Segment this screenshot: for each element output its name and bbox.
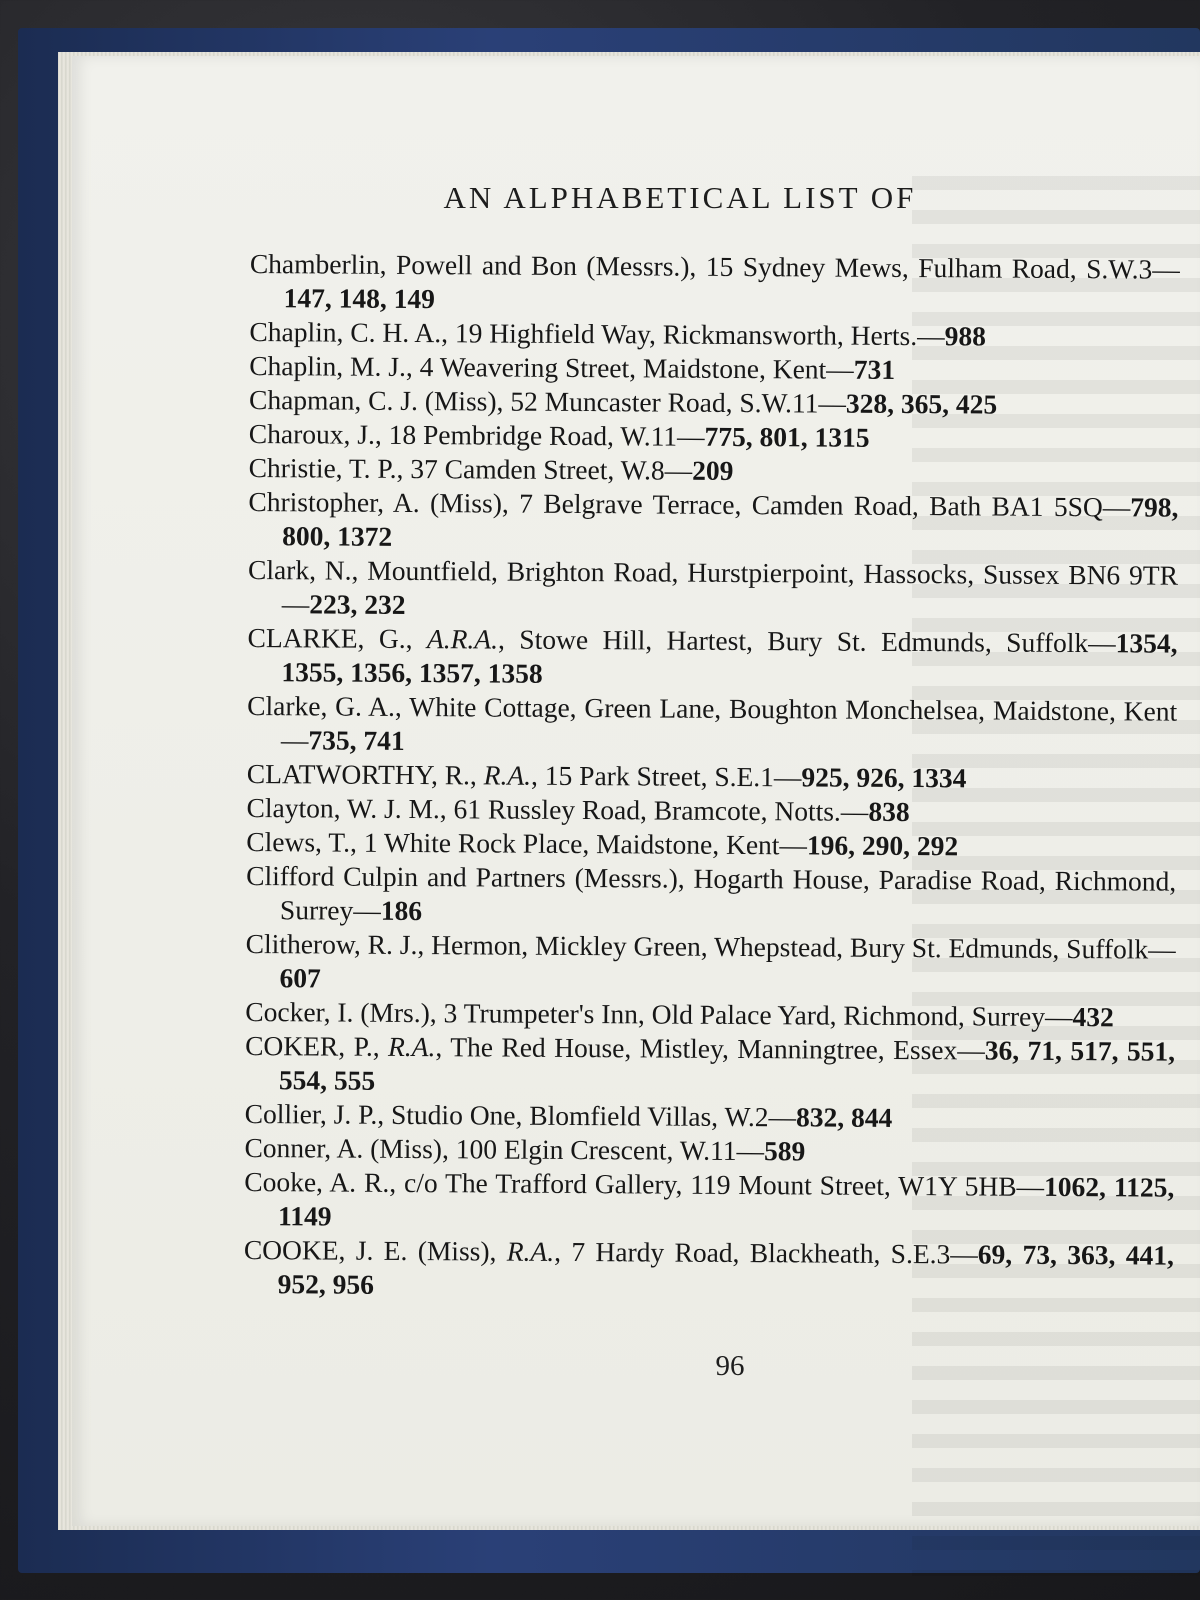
entry-name-address: COKER, P., [245, 1029, 389, 1062]
entry-catalogue-numbers: 731 [853, 353, 896, 385]
entry-name-address: Collier, J. P., Studio One, Blomfield Villas, W.2— [244, 1097, 797, 1133]
list-entry [245, 1097, 1175, 1137]
entry-catalogue-numbers: 147, 148, 149 [283, 282, 436, 315]
entry-name-address: Clark, N., Mountfield, Brighton Road, Hurstpierpoint, Hassocks, Sussex BN6 9TR— [247, 553, 1179, 620]
entry-catalogue-numbers: 328, 365, 425 [845, 387, 998, 420]
entry-address: , Stowe Hill, Hartest, Bury St. Edmunds, Suffolk— [497, 623, 1116, 659]
entry-name-address: Chapman, C. J. (Miss), 52 Muncaster Road, S.W.11— [248, 383, 846, 419]
list-entry [247, 757, 1177, 797]
entry-name-address: Chaplin, C. H. A., 19 Highfield Way, Rickmansworth, Herts.— [249, 315, 945, 352]
entry-catalogue-numbers: 186 [380, 894, 423, 927]
list-entry [250, 247, 1180, 321]
list-entry [245, 927, 1175, 1001]
entry-catalogue-numbers: 36, 71, 517, 551, 554, 555 [278, 1034, 1176, 1096]
entry-catalogue-numbers: 925, 926, 1334 [801, 761, 967, 794]
list-entry [249, 349, 1179, 389]
entry-address: , 7 Hardy Road, Blackheath, S.E.3— [554, 1235, 978, 1270]
entry-catalogue-numbers: 209 [692, 454, 734, 486]
entry-catalogue-numbers: 432 [1072, 1001, 1114, 1033]
entry-name-address: Conner, A. (Miss), 100 Elgin Crescent, W.11— [244, 1131, 765, 1167]
entry-catalogue-numbers: 607 [279, 962, 321, 994]
entry-catalogue-numbers: 988 [944, 320, 986, 352]
entry-name-address: Clifford Culpin and Partners (Messrs.), Hogarth House, Paradise Road, Richmond, Surrey— [246, 859, 1177, 926]
entry-name-address: Cocker, I. (Mrs.), 3 Trumpeter's Inn, Old Palace Yard, Richmond, Surrey— [245, 995, 1073, 1033]
entry-name-address: CLATWORTHY, R., [246, 757, 484, 791]
list-entry [246, 859, 1176, 933]
entry-name-address: Christie, T. P., 37 Camden Street, W.8— [248, 451, 693, 486]
entry-name-address: Chamberlin, Powell and Bon (Messrs.), 15 Sydney Mews, Fulham Road, S.W.3— [249, 247, 1180, 285]
list-entry [247, 621, 1177, 695]
entry-name-address: Clayton, W. J. M., 61 Russley Road, Bramcote, Notts.— [246, 791, 869, 827]
entry-academic-title: R.A. [506, 1235, 555, 1267]
list-entry [244, 1131, 1174, 1171]
exhibitor-list [244, 247, 1180, 1307]
entry-name-address: Clitherow, R. J., Hermon, Mickley Green, Whepstead, Bury St. Edmunds, Suffolk— [245, 927, 1176, 965]
list-entry [249, 451, 1179, 491]
entry-name-address: Charoux, J., 18 Pembridge Road, W.11— [248, 417, 705, 452]
entry-name-address: Christopher, A. (Miss), 7 Belgrave Terrace, Camden Road, Bath BA1 5SQ— [248, 485, 1131, 523]
entry-catalogue-numbers: 223, 232 [309, 588, 406, 620]
entry-address: , The Red House, Mistley, Manningtree, Essex— [435, 1031, 985, 1066]
list-entry [248, 485, 1178, 559]
list-entry [247, 689, 1177, 763]
list-entry [248, 553, 1178, 627]
entry-catalogue-numbers: 1062, 1125, 1149 [277, 1170, 1175, 1232]
list-entry [246, 791, 1176, 831]
list-entry [244, 1165, 1174, 1239]
entry-name-address: Clews, T., 1 White Rock Place, Maidstone, Kent— [246, 825, 808, 861]
list-entry [249, 383, 1179, 423]
entry-name-address: CLARKE, G., [247, 621, 428, 655]
entry-name-address: COOKE, J. E. (Miss), [243, 1233, 507, 1267]
entry-academic-title: R.A. [387, 1030, 436, 1063]
entry-catalogue-numbers: 775, 801, 1315 [704, 420, 870, 453]
entry-catalogue-numbers: 735, 741 [308, 724, 405, 756]
entry-academic-title: A.R.A. [426, 623, 499, 655]
page-heading: AN ALPHABETICAL LIST OF [443, 180, 917, 215]
entry-address: , 15 Park Street, S.E.1— [530, 759, 802, 793]
entry-catalogue-numbers: 69, 73, 363, 441, 952, 956 [277, 1238, 1174, 1300]
entry-catalogue-numbers: 196, 290, 292 [806, 829, 959, 862]
page-number: 96 [715, 1350, 745, 1382]
entry-catalogue-numbers: 832, 844 [795, 1101, 893, 1133]
list-entry [244, 1233, 1174, 1307]
entry-name-address: Clarke, G. A., White Cottage, Green Lane, Boughton Monchelsea, Maidstone, Kent— [247, 689, 1178, 756]
list-entry [249, 315, 1179, 355]
entry-catalogue-numbers: 589 [763, 1135, 806, 1167]
entry-catalogue-numbers: 798, 800, 1372 [282, 491, 1179, 552]
entry-name-address: Chaplin, M. J., 4 Weavering Street, Maidstone, Kent— [249, 349, 854, 385]
entry-catalogue-numbers: 1354, 1355, 1356, 1357, 1358 [281, 627, 1178, 689]
list-entry [249, 417, 1179, 457]
list-entry [246, 825, 1176, 865]
list-entry [245, 995, 1175, 1035]
list-entry [245, 1029, 1175, 1103]
entry-name-address: Cooke, A. R., c/o The Trafford Gallery, 119 Mount Street, W1Y 5HB— [244, 1165, 1045, 1202]
entry-catalogue-numbers: 838 [868, 795, 910, 828]
entry-academic-title: R.A. [483, 759, 532, 791]
